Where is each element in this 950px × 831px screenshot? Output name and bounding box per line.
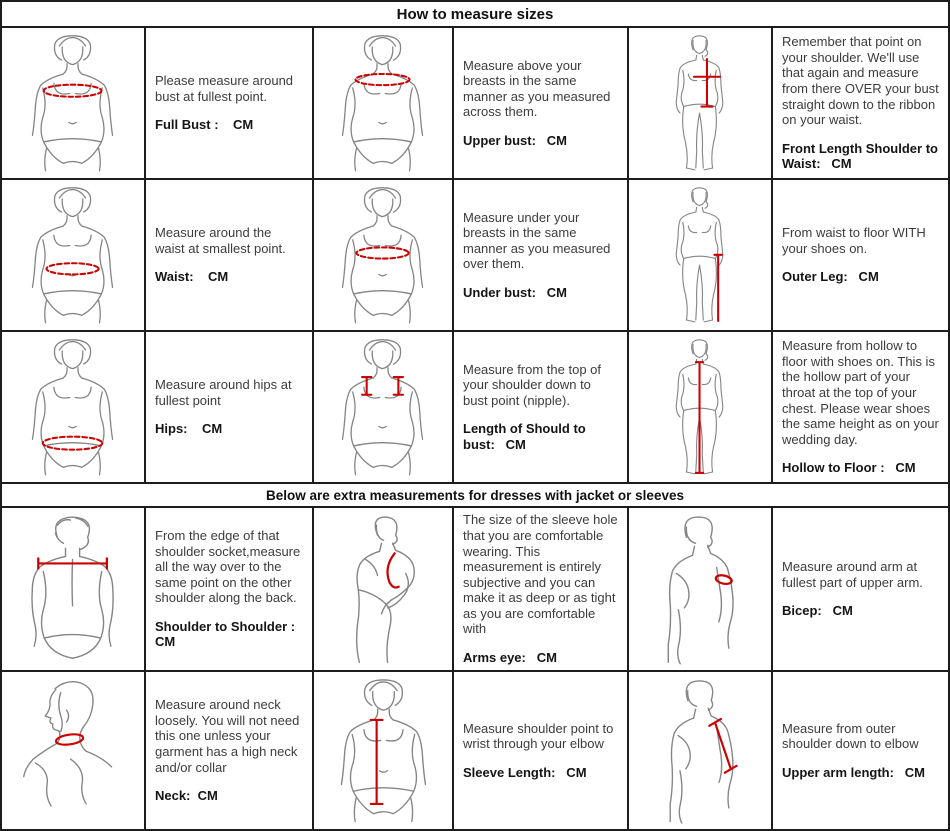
- cell-full-bust-figure: [2, 28, 146, 180]
- bicep-sketch: [634, 513, 765, 664]
- arms-eye-sketch: [317, 513, 448, 664]
- cell-front-length-text: [773, 28, 948, 180]
- cell-under-bust-figure: [314, 180, 454, 332]
- arms-eye-label: Arms eye: CM: [463, 650, 557, 666]
- hollow-to-floor-label: Hollow to Floor : CM: [782, 460, 916, 476]
- hollow-to-floor-sketch: [639, 337, 760, 477]
- shoulder-to-bust-sketch: [322, 337, 443, 477]
- upper-bust-instruction: Measure above your breasts in the same manner as you measured across them.: [463, 57, 611, 120]
- cell-shoulder-to-shoulder-text: [146, 508, 314, 672]
- waist-sketch: [12, 185, 133, 325]
- cell-arms-eye-text: [454, 508, 629, 672]
- cell-waist-figure: [2, 180, 146, 332]
- hollow-to-floor-instruction: Measure from hollow to floor with shoes on. This is the hollow part of your throat at the top of your chest. Please wear shoes the same height as on your wedding day.: [782, 338, 939, 447]
- cell-hips-figure: [2, 332, 146, 484]
- cell-neck-figure: [2, 672, 146, 829]
- outer-leg-instruction: From waist to floor WITH your shoes on.: [782, 225, 926, 256]
- front-length-measure-line: [694, 59, 720, 106]
- cell-waist-text: [146, 180, 314, 332]
- cell-sleeve-length-text: [454, 672, 629, 829]
- cell-outer-leg-text: [773, 180, 948, 332]
- waist-instruction: Measure around the waist at smallest point.: [155, 225, 286, 256]
- cell-hollow-to-floor-figure: [629, 332, 773, 484]
- neck-label: Neck: CM: [155, 788, 218, 804]
- cell-outer-leg-figure: [629, 180, 773, 332]
- under-bust-label: Under bust: CM: [463, 284, 567, 300]
- waist-label: Waist: CM: [155, 269, 229, 285]
- outer-leg-sketch: [639, 185, 760, 325]
- cell-shoulder-to-shoulder-figure: [2, 508, 146, 672]
- cell-hollow-to-floor-text: [773, 332, 948, 484]
- upper-arm-length-label: Upper arm length: CM: [782, 764, 926, 780]
- upper-bust-measure-line: [356, 74, 410, 85]
- front-length-sketch: [639, 33, 760, 173]
- cell-bicep-figure: [629, 508, 773, 672]
- cell-upper-bust-figure: [314, 28, 454, 180]
- hips-instruction: Measure around hips at fullest point: [155, 377, 292, 408]
- cell-bicep-text: [773, 508, 948, 672]
- cell-front-length-figure: [629, 28, 773, 180]
- cell-upper-arm-length-text: [773, 672, 948, 829]
- cell-upper-arm-length-figure: [629, 672, 773, 829]
- sleeve-length-measure-line: [370, 720, 382, 804]
- full-bust-sketch: [12, 33, 133, 173]
- cell-hips-text: [146, 332, 314, 484]
- front-length-instruction: Remember that point on your shoulder. We'll use that again and measure from there OVER your bust straight down to the ribbon on your waist.: [782, 34, 939, 128]
- bicep-label: Bicep: CM: [782, 603, 853, 619]
- cell-arms-eye-figure: [314, 508, 454, 672]
- extra-measurements-subtitle: Below are extra measurements for dresses with jacket or sleeves: [2, 484, 948, 508]
- sleeve-length-sketch: [320, 677, 447, 823]
- under-bust-instruction: Measure under your breasts in the same manner as you measured over them.: [463, 209, 611, 272]
- outer-leg-label: Outer Leg: CM: [782, 269, 879, 285]
- hips-sketch: [12, 337, 133, 477]
- cell-shoulder-to-bust-figure: [314, 332, 454, 484]
- bust-measure-line: [44, 85, 102, 97]
- waist-measure-line: [47, 263, 99, 274]
- cell-under-bust-text: [454, 180, 629, 332]
- full-bust-instruction: Please measure around bust at fullest point.: [155, 73, 294, 104]
- neck-sketch: [10, 677, 137, 823]
- upper-bust-sketch: [322, 33, 443, 173]
- under-bust-measure-line: [357, 248, 409, 259]
- shoulder-to-bust-label: Length of Should to bust: CM: [463, 421, 590, 452]
- cell-sleeve-length-figure: [314, 672, 454, 829]
- cell-upper-bust-text: [454, 28, 629, 180]
- neck-instruction: Measure around neck loosely. You will not need this one unless your garment has a high neck and/or collar: [155, 697, 300, 775]
- shoulder-to-shoulder-label: Shoulder to Shoulder : CM: [155, 618, 299, 650]
- shoulder-to-bust-instruction: Measure from the top of your shoulder down to bust point (nipple).: [463, 361, 602, 408]
- bicep-instruction: Measure around arm at fullest part of upper arm.: [782, 559, 923, 590]
- sleeve-length-label: Sleeve Length: CM: [463, 764, 587, 780]
- front-length-label: Front Length Shoulder to Waist: CM: [782, 140, 942, 172]
- sleeve-length-instruction: Measure shoulder point to wrist through your elbow: [463, 720, 614, 752]
- under-bust-sketch: [322, 185, 443, 325]
- upper-arm-length-instruction: Measure from outer shoulder down to elbow: [782, 720, 919, 752]
- full-bust-label: Full Bust : CM: [155, 117, 254, 133]
- upper-arm-length-sketch: [637, 677, 764, 823]
- arms-eye-instruction: The size of the sleeve hole that you are comfortable wearing. This measurement is entirely subjective and you can make it as deep or as tight as you are comfortable with: [463, 512, 618, 637]
- page-title: How to measure sizes: [2, 2, 948, 28]
- shoulder-to-shoulder-sketch: [7, 513, 138, 664]
- cell-full-bust-text: [146, 28, 314, 180]
- cell-neck-text: [146, 672, 314, 829]
- upper-bust-label: Upper bust: CM: [463, 132, 567, 148]
- shoulder-to-shoulder-instruction: From the edge of that shoulder socket,measure all the way over to the same point on the other shoulder along the back.: [155, 527, 301, 606]
- hips-label: Hips: CM: [155, 421, 223, 437]
- cell-shoulder-to-bust-text: [454, 332, 629, 484]
- arms-eye-measure-line: [388, 554, 399, 588]
